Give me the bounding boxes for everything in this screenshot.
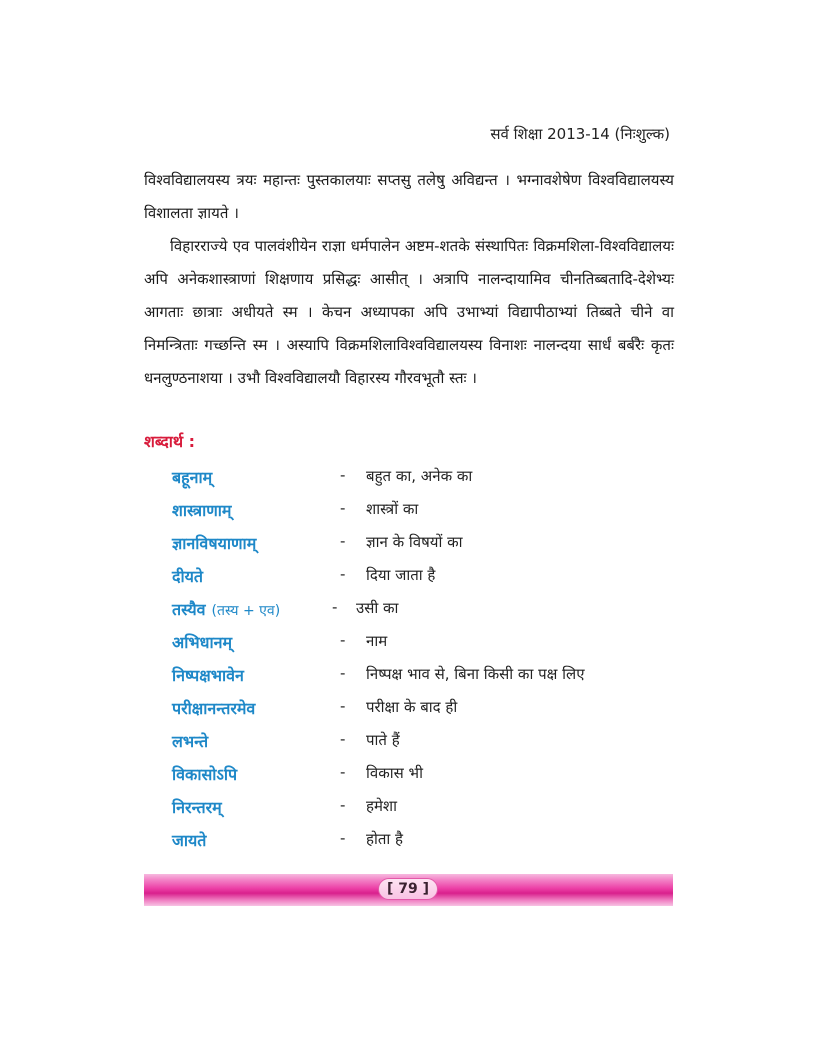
glossary-row [0,726,816,759]
glossary-dash: - [340,499,346,517]
glossary-term: ज्ञानविषयाणाम् [172,534,257,553]
glossary-term: बहूनाम् [172,468,213,487]
glossary-row [0,561,816,594]
glossary-meaning: दिया जाता है [366,566,436,584]
glossary-dash: - [340,763,346,781]
glossary-term-note: (तस्य + एव) [211,603,281,619]
glossary-term [172,598,280,620]
glossary-term: निष्पक्षभावेन [172,666,244,685]
glossary-dash: - [340,631,346,649]
glossary-dash: - [340,829,346,847]
page-header: सर्व शिक्षा 2013-14 (निःशुल्क) [490,125,670,143]
glossary-dash: - [340,697,346,715]
glossary-term: लभन्ते [172,732,209,751]
glossary-meaning: परीक्षा के बाद ही [366,698,458,716]
glossary-title: शब्दार्थ : [144,432,196,451]
glossary-meaning: निष्पक्ष भाव से, बिना किसी का पक्ष लिए [366,665,585,683]
glossary-meaning: विकास भी [366,764,423,782]
glossary-row [0,462,816,495]
glossary-row [0,495,816,528]
glossary-row [0,792,816,825]
glossary-meaning: होता है [366,830,404,848]
glossary-row [0,693,816,726]
glossary-dash: - [340,565,346,583]
glossary-dash: - [340,664,346,682]
glossary-term-word: तस्यैव [172,600,206,619]
body-text [144,164,674,395]
glossary-term: दीयते [172,567,204,586]
glossary-row [0,627,816,660]
glossary-dash: - [340,532,346,550]
glossary-term: शास्त्राणाम् [172,501,232,520]
glossary-list [0,462,816,858]
glossary-meaning: हमेशा [366,797,398,815]
paragraph-1: विश्वविद्यालयस्य त्रयः महान्तः पुस्तकालयाः सप्तसु तलेषु अविद्यन्त । भग्नावशेषेण विश्वविद्यालयस्य विशालता ज्ञायते । [144,171,674,222]
glossary-dash: - [340,730,346,748]
glossary-dash: - [340,796,346,814]
page-number: [ 79 ] [378,878,438,900]
glossary-term: अभिधानम् [172,633,233,652]
glossary-row [0,825,816,858]
glossary-meaning: शास्त्रों का [366,500,419,518]
glossary-term: निरन्तरम् [172,798,222,817]
glossary-meaning: पाते हैं [366,731,400,749]
glossary-dash: - [340,466,346,484]
glossary-row [0,528,816,561]
glossary-meaning: नाम [366,632,388,650]
glossary-row [0,759,816,792]
glossary-term: जायते [172,831,207,850]
paragraph-2: विहारराज्ये एव पालवंशीयेन राज्ञा धर्मपालेन अष्टम-शतके संस्थापितः विक्रमशिला-विश्वविद्यालयः अपि अनेकशास्त्राणां शिक्षणाय प्रसिद्धः आसीत् । अत्रापि नालन्दायामिव चीनतिब्बतादि-देशेभ्यः आगताः छात्राः अधीयते स्म । केचन अध्यापका अपि उभाभ्यां विद्यापीठाभ्यां तिब्बते चीने वा निमन्त्रिताः गच्छन्ति स्म । अस्यापि विक्रमशिलाविश्वविद्यालयस्य विनाशः नालन्दया सार्धं बर्बरैः कृतः धनलुण्ठनाशया । उभौ विश्वविद्यालयौ विहारस्य गौरवभूतौ स्तः । [144,237,674,387]
glossary-meaning: ज्ञान के विषयों का [366,533,463,551]
glossary-meaning: बहुत का, अनेक का [366,467,473,485]
glossary-meaning: उसी का [356,599,399,617]
glossary-dash: - [332,598,338,616]
glossary-row [0,594,816,627]
glossary-term: परीक्षानन्तरमेव [172,699,256,718]
glossary-row [0,660,816,693]
glossary-term: विकासोऽपि [172,765,238,784]
